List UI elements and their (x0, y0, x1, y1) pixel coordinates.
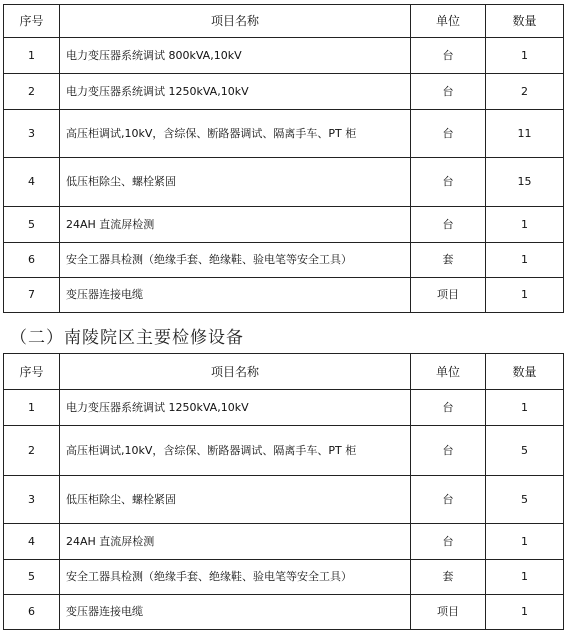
cell-name: 低压柜除尘、螺栓紧固 (60, 158, 411, 207)
cell-no: 5 (4, 560, 60, 595)
cell-no: 4 (4, 524, 60, 560)
table-row (4, 278, 564, 313)
cell-qty: 15 (486, 158, 564, 207)
cell-unit: 项目 (411, 278, 486, 313)
cell-name: 变压器连接电缆 (60, 595, 411, 630)
header-qty: 数量 (486, 5, 564, 38)
table-row (4, 243, 564, 278)
cell-unit: 台 (411, 110, 486, 158)
cell-unit: 台 (411, 390, 486, 426)
equipment-table-1 (3, 4, 564, 313)
cell-qty: 1 (486, 243, 564, 278)
cell-unit: 台 (411, 426, 486, 476)
cell-name: 高压柜调试,10kV，含综保、断路器调试、隔离手车、PT 柜 (60, 110, 411, 158)
cell-no: 1 (4, 390, 60, 426)
cell-name: 电力变压器系统调试 800kVA,10kV (60, 38, 411, 74)
cell-no: 1 (4, 38, 60, 74)
table-row (4, 38, 564, 74)
cell-no: 7 (4, 278, 60, 313)
cell-no: 3 (4, 476, 60, 524)
cell-name: 电力变压器系统调试 1250kVA,10kV (60, 390, 411, 426)
cell-unit: 套 (411, 560, 486, 595)
cell-qty: 1 (486, 560, 564, 595)
cell-name: 高压柜调试,10kV，含综保、断路器调试、隔离手车、PT 柜 (60, 426, 411, 476)
cell-name: 安全工器具检测（绝缘手套、绝缘鞋、验电笔等安全工具） (60, 560, 411, 595)
table-row (4, 390, 564, 426)
cell-no: 6 (4, 595, 60, 630)
table-row (4, 426, 564, 476)
cell-qty: 1 (486, 278, 564, 313)
equipment-table-2 (3, 353, 564, 630)
cell-name: 电力变压器系统调试 1250kVA,10kV (60, 74, 411, 110)
cell-unit: 项目 (411, 595, 486, 630)
cell-unit: 台 (411, 158, 486, 207)
cell-qty: 2 (486, 74, 564, 110)
cell-name: 安全工器具检测（绝缘手套、绝缘鞋、验电笔等安全工具） (60, 243, 411, 278)
header-no: 序号 (4, 5, 60, 38)
cell-unit: 台 (411, 38, 486, 74)
cell-qty: 1 (486, 524, 564, 560)
cell-unit: 台 (411, 524, 486, 560)
cell-qty: 11 (486, 110, 564, 158)
cell-qty: 1 (486, 38, 564, 74)
table-row (4, 560, 564, 595)
cell-no: 3 (4, 110, 60, 158)
table-row (4, 595, 564, 630)
header-unit: 单位 (411, 5, 486, 38)
cell-name: 低压柜除尘、螺栓紧固 (60, 476, 411, 524)
cell-no: 2 (4, 74, 60, 110)
table-row (4, 110, 564, 158)
cell-unit: 台 (411, 207, 486, 243)
header-name: 项目名称 (60, 354, 411, 390)
cell-no: 4 (4, 158, 60, 207)
table-row (4, 207, 564, 243)
section-title: （二）南陵院区主要检修设备 (10, 328, 244, 348)
cell-unit: 台 (411, 476, 486, 524)
cell-name: 24AH 直流屏检测 (60, 207, 411, 243)
table-row (4, 158, 564, 207)
cell-qty: 5 (486, 476, 564, 524)
cell-qty: 1 (486, 207, 564, 243)
table-row (4, 74, 564, 110)
cell-no: 5 (4, 207, 60, 243)
table-header-row (4, 354, 564, 390)
cell-qty: 1 (486, 390, 564, 426)
header-unit: 单位 (411, 354, 486, 390)
cell-name: 24AH 直流屏检测 (60, 524, 411, 560)
header-no: 序号 (4, 354, 60, 390)
cell-qty: 5 (486, 426, 564, 476)
table-row (4, 524, 564, 560)
cell-no: 6 (4, 243, 60, 278)
table-header-row (4, 5, 564, 38)
cell-no: 2 (4, 426, 60, 476)
cell-unit: 套 (411, 243, 486, 278)
header-qty: 数量 (486, 354, 564, 390)
header-name: 项目名称 (60, 5, 411, 38)
cell-unit: 台 (411, 74, 486, 110)
cell-qty: 1 (486, 595, 564, 630)
table-row (4, 476, 564, 524)
cell-name: 变压器连接电缆 (60, 278, 411, 313)
